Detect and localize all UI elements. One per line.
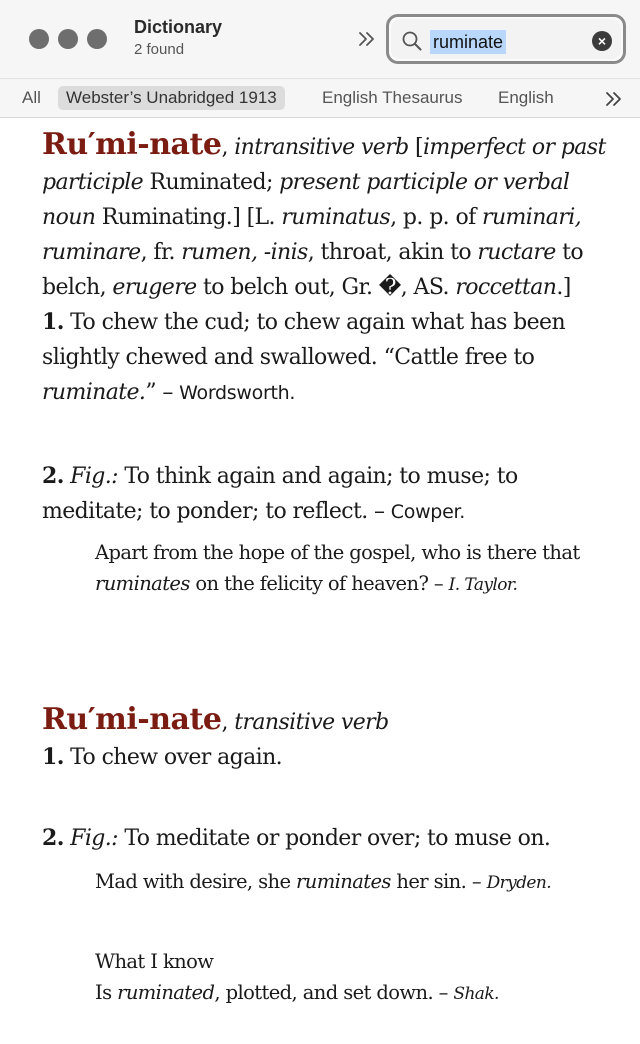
- citation-author: I. Taylor.: [448, 575, 518, 595]
- citation-author: Cowper.: [390, 501, 465, 523]
- citation-author: Wordsworth.: [179, 382, 296, 404]
- entry-1-headword: Ru′mi-nate: [42, 127, 222, 162]
- chevron-double-right-icon[interactable]: [355, 27, 379, 51]
- sense-number: 1.: [42, 309, 64, 335]
- definition-content: [0, 119, 640, 1044]
- citation-author: Shak.: [453, 984, 499, 1004]
- entry-2-sense-2: 2. Fig.: To meditate or ponder over; to muse on.: [42, 825, 551, 851]
- dictionary-tab-bar: [0, 78, 640, 118]
- clear-search-icon[interactable]: ×: [592, 31, 612, 51]
- search-field-inner: [391, 19, 621, 59]
- tab-all[interactable]: All: [22, 88, 41, 107]
- entry-1-quotation: Apart from the hope of the gospel, who is there that ruminates on the felicity of heaven? – I. Taylor.: [95, 541, 580, 595]
- window-title: Dictionary: [134, 17, 223, 37]
- search-field[interactable]: [386, 14, 626, 64]
- entry-2-definition: Ru′mi-nate, transitive verb 1. To chew over again.: [42, 702, 389, 770]
- more-tabs-chevron-icon[interactable]: [602, 88, 626, 110]
- tab-english-thesaurus[interactable]: English Thesaurus: [322, 88, 463, 107]
- entry-2-headword: Ru′mi-nate: [42, 702, 222, 737]
- entry-1-definition: Ru′mi-nate, intransitive verb [imperfect or past participle Ruminated; present participle or verbal noun Ruminating.] [L. ruminatus, p. p. of ruminari, ruminare, fr. rumen, -inis, throat, akin to ructare to belch, erugere to belch out, Gr. �, AS. roccettan.] 1. To chew the cud; to chew again what has been slightly chewed and swallowed. “Cattle free to ruminate.” – Wordsworth.: [42, 127, 606, 405]
- close-window-button[interactable]: [29, 29, 49, 49]
- entry-1-sense-2: 2. Fig.: To think again and again; to muse; to meditate; to ponder; to reflect. – Cowper.: [42, 463, 518, 524]
- search-input[interactable]: ruminate: [430, 30, 506, 54]
- tab-english[interactable]: English: [498, 88, 554, 107]
- citation-author: Dryden.: [486, 873, 552, 893]
- title-bar: [0, 0, 640, 78]
- tab-websters-unabridged[interactable]: Webster’s Unabridged 1913: [58, 86, 285, 110]
- zoom-window-button[interactable]: [87, 29, 107, 49]
- entry-2-quotation-1: Mad with desire, she ruminates her sin. – Dryden.: [95, 870, 552, 893]
- results-count: 2 found: [134, 41, 185, 58]
- entry-1-pos: intransitive verb: [234, 135, 409, 160]
- minimize-window-button[interactable]: [58, 29, 78, 49]
- entry-2-pos: transitive verb: [234, 710, 389, 735]
- search-icon: [401, 30, 423, 52]
- entry-2-quotation-2: What I know Is ruminated, plotted, and set down. – Shak.: [95, 950, 499, 1004]
- missing-glyph: �: [378, 275, 401, 300]
